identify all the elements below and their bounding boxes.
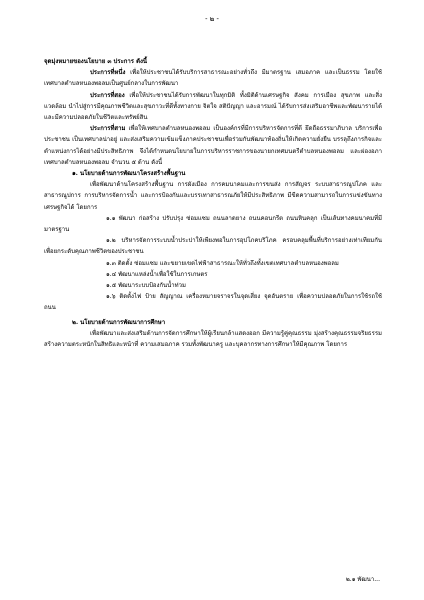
list-item: ๑.๓ ติดตั้ง ซ่อมแซม และขยายเขตไฟฟ้าสาธารณะให้ทั่วถึงทั้งเขตเทศบาลตำบลหนองพอลม [106, 259, 339, 267]
paragraph-1-lead: ประการที่หนึ่ง [90, 69, 126, 77]
list-item: ๑.๒ บริหารจัดการระบบน้ำประปาให้เพียงพอในการอุปโภคบริโภค ครอบคลุมพื้นที่บริการอย่างเท่าเทียมกัน เพื่อยกระดับคุณภาพชีวิตของประชาชน [44, 237, 382, 256]
section-2-heading: ๒. นโยบายด้านการพัฒนาการศึกษา [72, 318, 166, 326]
paragraph-1 [44, 67, 382, 89]
list-item: ๑.๕ พัฒนาระบบป้องกันน้ำท่วม [106, 282, 186, 290]
paragraph-2-text: เพื่อให้ประชาชนได้รับการพัฒนาในทุกมิติ ทั้งมิติด้านเศรษฐกิจ สังคม การเมือง สุขภาพ และสิ่งแวดล้อม นำไปสู่การมีคุณภาพชีวิตและสุขภาวะที่ดีทั้งทางกาย จิตใจ สติปัญญา และอารมณ์ ได้รับการส่งเสริมอาชีพและพัฒนารายได้ และมีความปลอดภัยในชีวิตและทรัพย์สิน [44, 91, 382, 122]
page-number: - ๒ - [205, 15, 219, 23]
list-item: ๑.๖ ติดตั้งไฟ ป้าย สัญญาณ เครื่องหมายจราจรในจุดเสี่ยง จุดอันตราย เพื่อความปลอดภัยในการใช้รถใช้ถนน [44, 293, 382, 312]
paragraph-3 [44, 123, 382, 168]
paragraph-1-text: เพื่อให้ประชาชนได้รับบริการสาธารณะอย่างทั่วถึง มีมาตรฐาน เสมอภาค และเป็นธรรม โดยใช้เทศบาลตำบลหนองพอลมเป็นศูนย์กลางในการพัฒนา [44, 69, 382, 88]
list-item: ๑.๑ พัฒนา ก่อสร้าง ปรับปรุง ซ่อมแซม ถนนลาดยาง ถนนคอนกรีต ถนนหินคลุก เป็นเส้นทางคมนาคมที่มีมาตรฐาน [44, 214, 382, 234]
section-1-text: เพื่อพัฒนาด้านโครงสร้างพื้นฐาน การผังเมือง การคมนาคมและการขนส่ง การสัญจร ระบบสาธารณูปโภค และสาธารณูปการ การบริหารจัดการน้ำ และการป้องกันและบรรเทาสาธารณภัยให้มีประสิทธิภาพ มีขีดความสามารถในการแข่งขันทางเศรษฐกิจได้ โดยการ [44, 181, 382, 211]
paragraph-2 [44, 90, 382, 124]
document-body [44, 56, 382, 350]
continuation-note: ๒.๑ พัฒนา... [345, 576, 380, 583]
paragraph-3-text: เพื่อให้เทศบาลตำบลหนองพอลม เป็นองค์กรที่มีการบริหารจัดการที่ดี ยึดถือธรรมาภิบาล บริการเพื่อประชาชน เป็นเทศบาลน่าอยู่ และส่งเสริมความเข้มแข็งภาคประชาชนเพื่อร่วมกันพัฒนาท้องถิ่นให้เกิดความยั่งยืน บรรลุถึงภารกิจและตำแหน่งการได้อย่างมีประสิทธิภาพ จึงได้กำหนดนโยบายในการบริหารราชการของนายกเทศมนตรีตำบลหนองพอลม และผ่องอภาเทศบาลตำบลหนองพอลม จำนวน ๕ ด้าน ดังนี้ [44, 125, 382, 166]
paragraph-3-lead: ประการที่สาม [90, 125, 126, 133]
list-item: ๑.๔ พัฒนาแหล่งน้ำเพื่อใช้ในการเกษตร [106, 270, 208, 278]
section-2-text: เพื่อพัฒนาและส่งเสริมด้านการจัดการศึกษาให้ผู้เรียนกล้าแสดงออก มีความรู้คู่คุณธรรม มุ่งสร้างคุณธรรมจริยธรรม สร้างความตระหนักในสิทธิและหน้าที่ ความเสมอภาค รวมทั้งพัฒนาครู และบุคลากรทางการศึกษาให้มีคุณภาพ โดยการ [44, 329, 382, 349]
paragraph-2-lead: ประการที่สอง [90, 91, 125, 99]
intro-heading: จุดมุ่งหมายของนโยบาย ๓ ประการ ดังนี้ [44, 58, 148, 65]
section-1-heading: ๑. นโยบายด้านการพัฒนาโครงสร้างพื้นฐาน [72, 170, 186, 178]
